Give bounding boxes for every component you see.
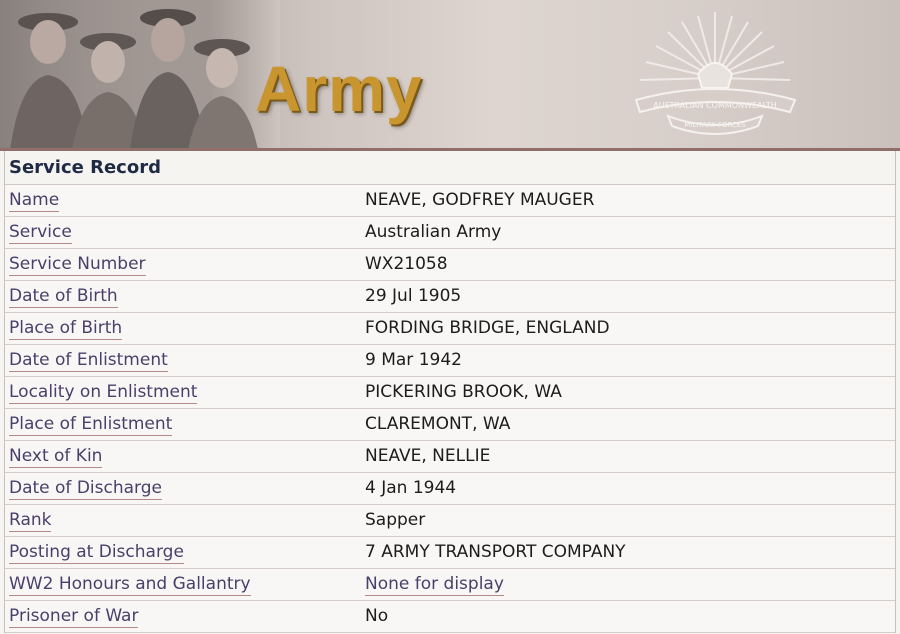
- record-row: [5, 281, 895, 313]
- badge-text-bottom: MILITARY FORCES: [684, 121, 746, 129]
- record-value: [365, 345, 895, 376]
- record-row: [5, 217, 895, 249]
- record-value: [365, 473, 895, 504]
- record-label-link[interactable]: Place of Enlistment: [9, 414, 173, 434]
- record-label-link[interactable]: Rank: [9, 510, 52, 530]
- record-value-text: 4 Jan 1944: [365, 478, 457, 498]
- record-label[interactable]: [5, 569, 365, 600]
- record-value: [365, 249, 895, 280]
- record-label[interactable]: [5, 601, 365, 632]
- record-row: [5, 377, 895, 409]
- record-label[interactable]: [5, 249, 365, 280]
- record-label[interactable]: [5, 313, 365, 344]
- record-label-link[interactable]: Next of Kin: [9, 446, 103, 466]
- record-label[interactable]: [5, 505, 365, 536]
- record-value-text: WX21058: [365, 254, 448, 274]
- record-value-text[interactable]: None for display: [365, 574, 504, 594]
- rising-sun-badge-icon: [628, 8, 803, 140]
- record-label[interactable]: [5, 345, 365, 376]
- badge-text-top: AUSTRALIAN COMMONWEALTH: [653, 101, 777, 110]
- record-row: [5, 345, 895, 377]
- record-label-link[interactable]: WW2 Honours and Gallantry: [9, 574, 251, 594]
- record-heading: Service Record: [5, 151, 895, 185]
- record-label[interactable]: [5, 377, 365, 408]
- record-value: [365, 281, 895, 312]
- record-row: [5, 505, 895, 537]
- record-value: [365, 217, 895, 248]
- service-record-table: [4, 151, 896, 633]
- record-value-text: FORDING BRIDGE, ENGLAND: [365, 318, 610, 338]
- record-value-text: 7 ARMY TRANSPORT COMPANY: [365, 542, 626, 562]
- record-value: [365, 537, 895, 568]
- record-value-text: No: [365, 606, 389, 626]
- record-label-link[interactable]: Locality on Enlistment: [9, 382, 198, 402]
- record-value: [365, 505, 895, 536]
- record-value-text: PICKERING BROOK, WA: [365, 382, 562, 402]
- record-value: [365, 441, 895, 472]
- record-label-link[interactable]: Date of Enlistment: [9, 350, 168, 370]
- record-row: [5, 409, 895, 441]
- record-row: [5, 537, 895, 569]
- record-value[interactable]: [365, 569, 895, 600]
- record-value-text: NEAVE, NELLIE: [365, 446, 491, 466]
- record-label[interactable]: [5, 217, 365, 248]
- record-label-link[interactable]: Service Number: [9, 254, 146, 274]
- record-value-text: Sapper: [365, 510, 426, 530]
- record-value: [365, 185, 895, 216]
- record-row: [5, 569, 895, 601]
- army-banner: [0, 0, 900, 150]
- record-row: [5, 313, 895, 345]
- record-value-text: CLAREMONT, WA: [365, 414, 511, 434]
- record-value-text: NEAVE, GODFREY MAUGER: [365, 190, 595, 210]
- record-label-link[interactable]: Place of Birth: [9, 318, 123, 338]
- record-label-link[interactable]: Service: [9, 222, 72, 242]
- record-label[interactable]: [5, 537, 365, 568]
- record-label-link[interactable]: Prisoner of War: [9, 606, 139, 626]
- soldiers-photo: [0, 0, 280, 150]
- record-row: [5, 249, 895, 281]
- record-label-link[interactable]: Posting at Discharge: [9, 542, 184, 562]
- record-row: [5, 601, 895, 633]
- record-label[interactable]: [5, 281, 365, 312]
- record-value: [365, 409, 895, 440]
- record-value-text: Australian Army: [365, 222, 502, 242]
- record-label[interactable]: [5, 441, 365, 472]
- record-value: [365, 601, 895, 632]
- record-row: [5, 185, 895, 217]
- record-label-link[interactable]: Date of Discharge: [9, 478, 162, 498]
- record-value-text: 9 Mar 1942: [365, 350, 462, 370]
- record-label-link[interactable]: Name: [9, 190, 60, 210]
- record-value: [365, 377, 895, 408]
- record-value-text: 29 Jul 1905: [365, 286, 462, 306]
- record-label[interactable]: [5, 185, 365, 216]
- banner-title: Army: [255, 53, 423, 125]
- record-label[interactable]: [5, 409, 365, 440]
- record-label-link[interactable]: Date of Birth: [9, 286, 118, 306]
- record-label[interactable]: [5, 473, 365, 504]
- record-row: [5, 441, 895, 473]
- record-value: [365, 313, 895, 344]
- record-row: [5, 473, 895, 505]
